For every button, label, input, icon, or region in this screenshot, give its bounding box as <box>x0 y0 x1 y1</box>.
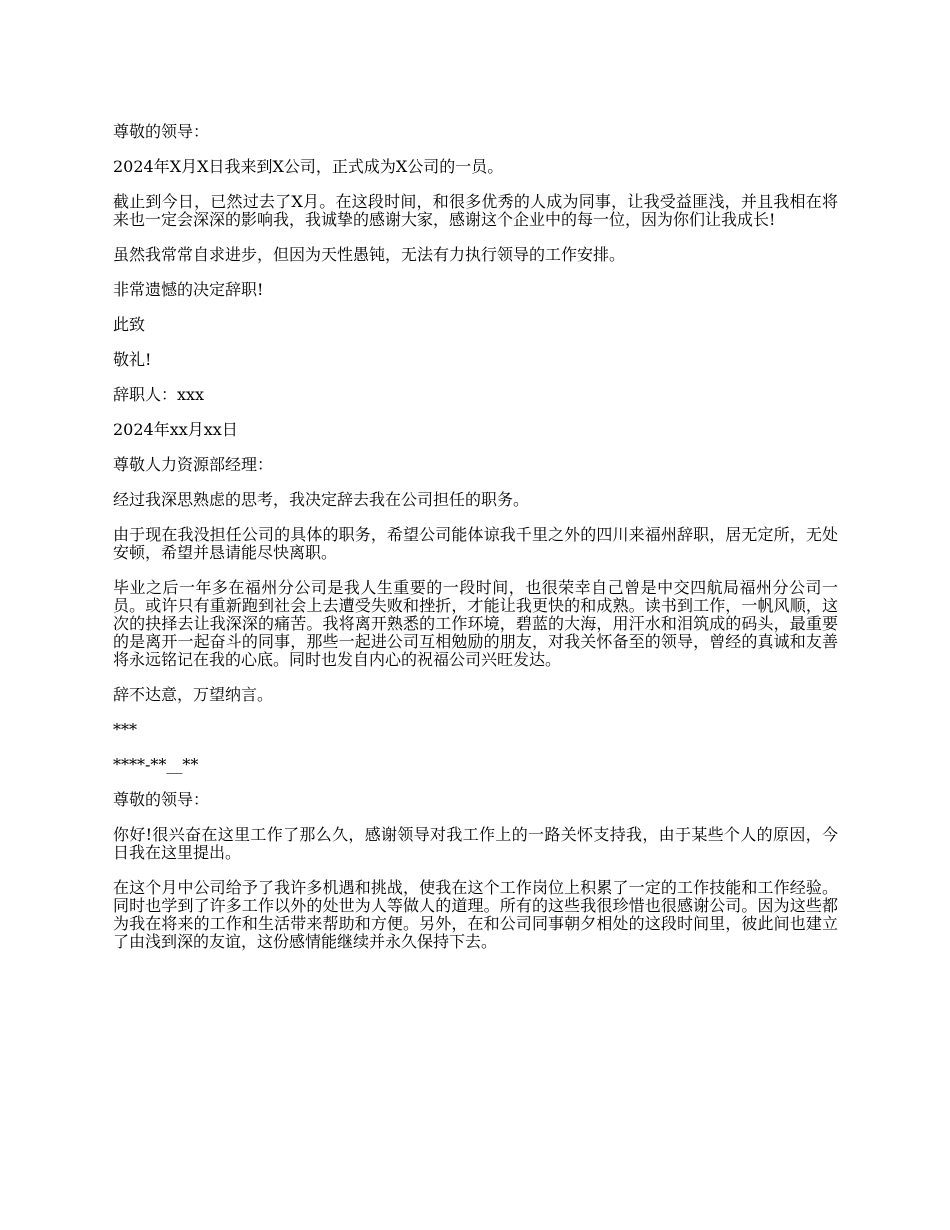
closing-line: 此致 <box>113 315 146 334</box>
paragraph: 非常遗憾的决定辞职! <box>113 280 264 299</box>
salutation: 尊敬人力资源部经理： <box>113 455 274 474</box>
paragraph: 辞不达意，万望纳言。 <box>113 685 274 704</box>
paragraph: 由于现在我没担任公司的具体的职务，希望公司能体谅我千里之外的四川来福州辞职，居无定所，无处安顿，希望并恳请能尽快离职。 <box>113 525 838 562</box>
date-line: ****-**__** <box>113 755 199 774</box>
paragraph: 你好!很兴奋在这里工作了那么久，感谢领导对我工作上的一路关怀支持我，由于某些个人的原因，今日我在这里提出。 <box>113 825 838 862</box>
paragraph: 在这个月中公司给予了我许多机遇和挑战，使我在这个工作岗位上积累了一定的工作技能和工作经验。同时也学到了许多工作以外的处世为人等做人的道理。所有的这些我很珍惜也很感谢公司。因为这些都为我在将来的工作和生活带来帮助和方便。另外，在和公司同事朝夕相处的这段时间里，彼此间也建立了由浅到深的友谊，这份感情能继续并永久保持下去。 <box>113 878 838 951</box>
paragraph: 经过我深思熟虑的思考，我决定辞去我在公司担任的职务。 <box>113 490 530 509</box>
paragraph: 2024年X月X日我来到X公司，正式成为X公司的一员。 <box>113 157 504 176</box>
paragraph: 虽然我常常自求进步，但因为天性愚钝，无法有力执行领导的工作安排。 <box>113 245 626 264</box>
paragraph: 截止到今日，已然过去了X月。在这段时间，和很多优秀的人成为同事，让我受益匪浅，并且我相在将来也一定会深深的影响我，我诚挚的感谢大家，感谢这个企业中的每一位，因为你们让我成长! <box>113 192 838 229</box>
paragraph: 毕业之后一年多在福州分公司是我人生重要的一段时间，也很荣幸自己曾是中交四航局福州分公司一员。或许只有重新跑到社会上去遭受失败和挫折，才能让我更快的和成熟。读书到工作，一帆风顺，这次的抉择去让我深深的痛苦。我将离开熟悉的工作环境，碧蓝的大海，用汗水和泪筑成的码头，最重要的是离开一起奋斗的同事，那些一起进公司互相勉励的朋友，对我关怀备至的领导，曾经的真诚和友善将永远铭记在我的心底。同时也发自内心的祝福公司兴旺发达。 <box>113 578 838 669</box>
salutation: 尊敬的领导： <box>113 122 210 141</box>
date-line: 2024年xx月xx日 <box>113 420 238 439</box>
signature-line: 辞职人：xxx <box>113 385 205 404</box>
closing-line: 敬礼! <box>113 350 152 369</box>
signature-line: *** <box>113 720 137 739</box>
document-body <box>113 123 838 968</box>
salutation: 尊敬的领导： <box>113 790 210 809</box>
